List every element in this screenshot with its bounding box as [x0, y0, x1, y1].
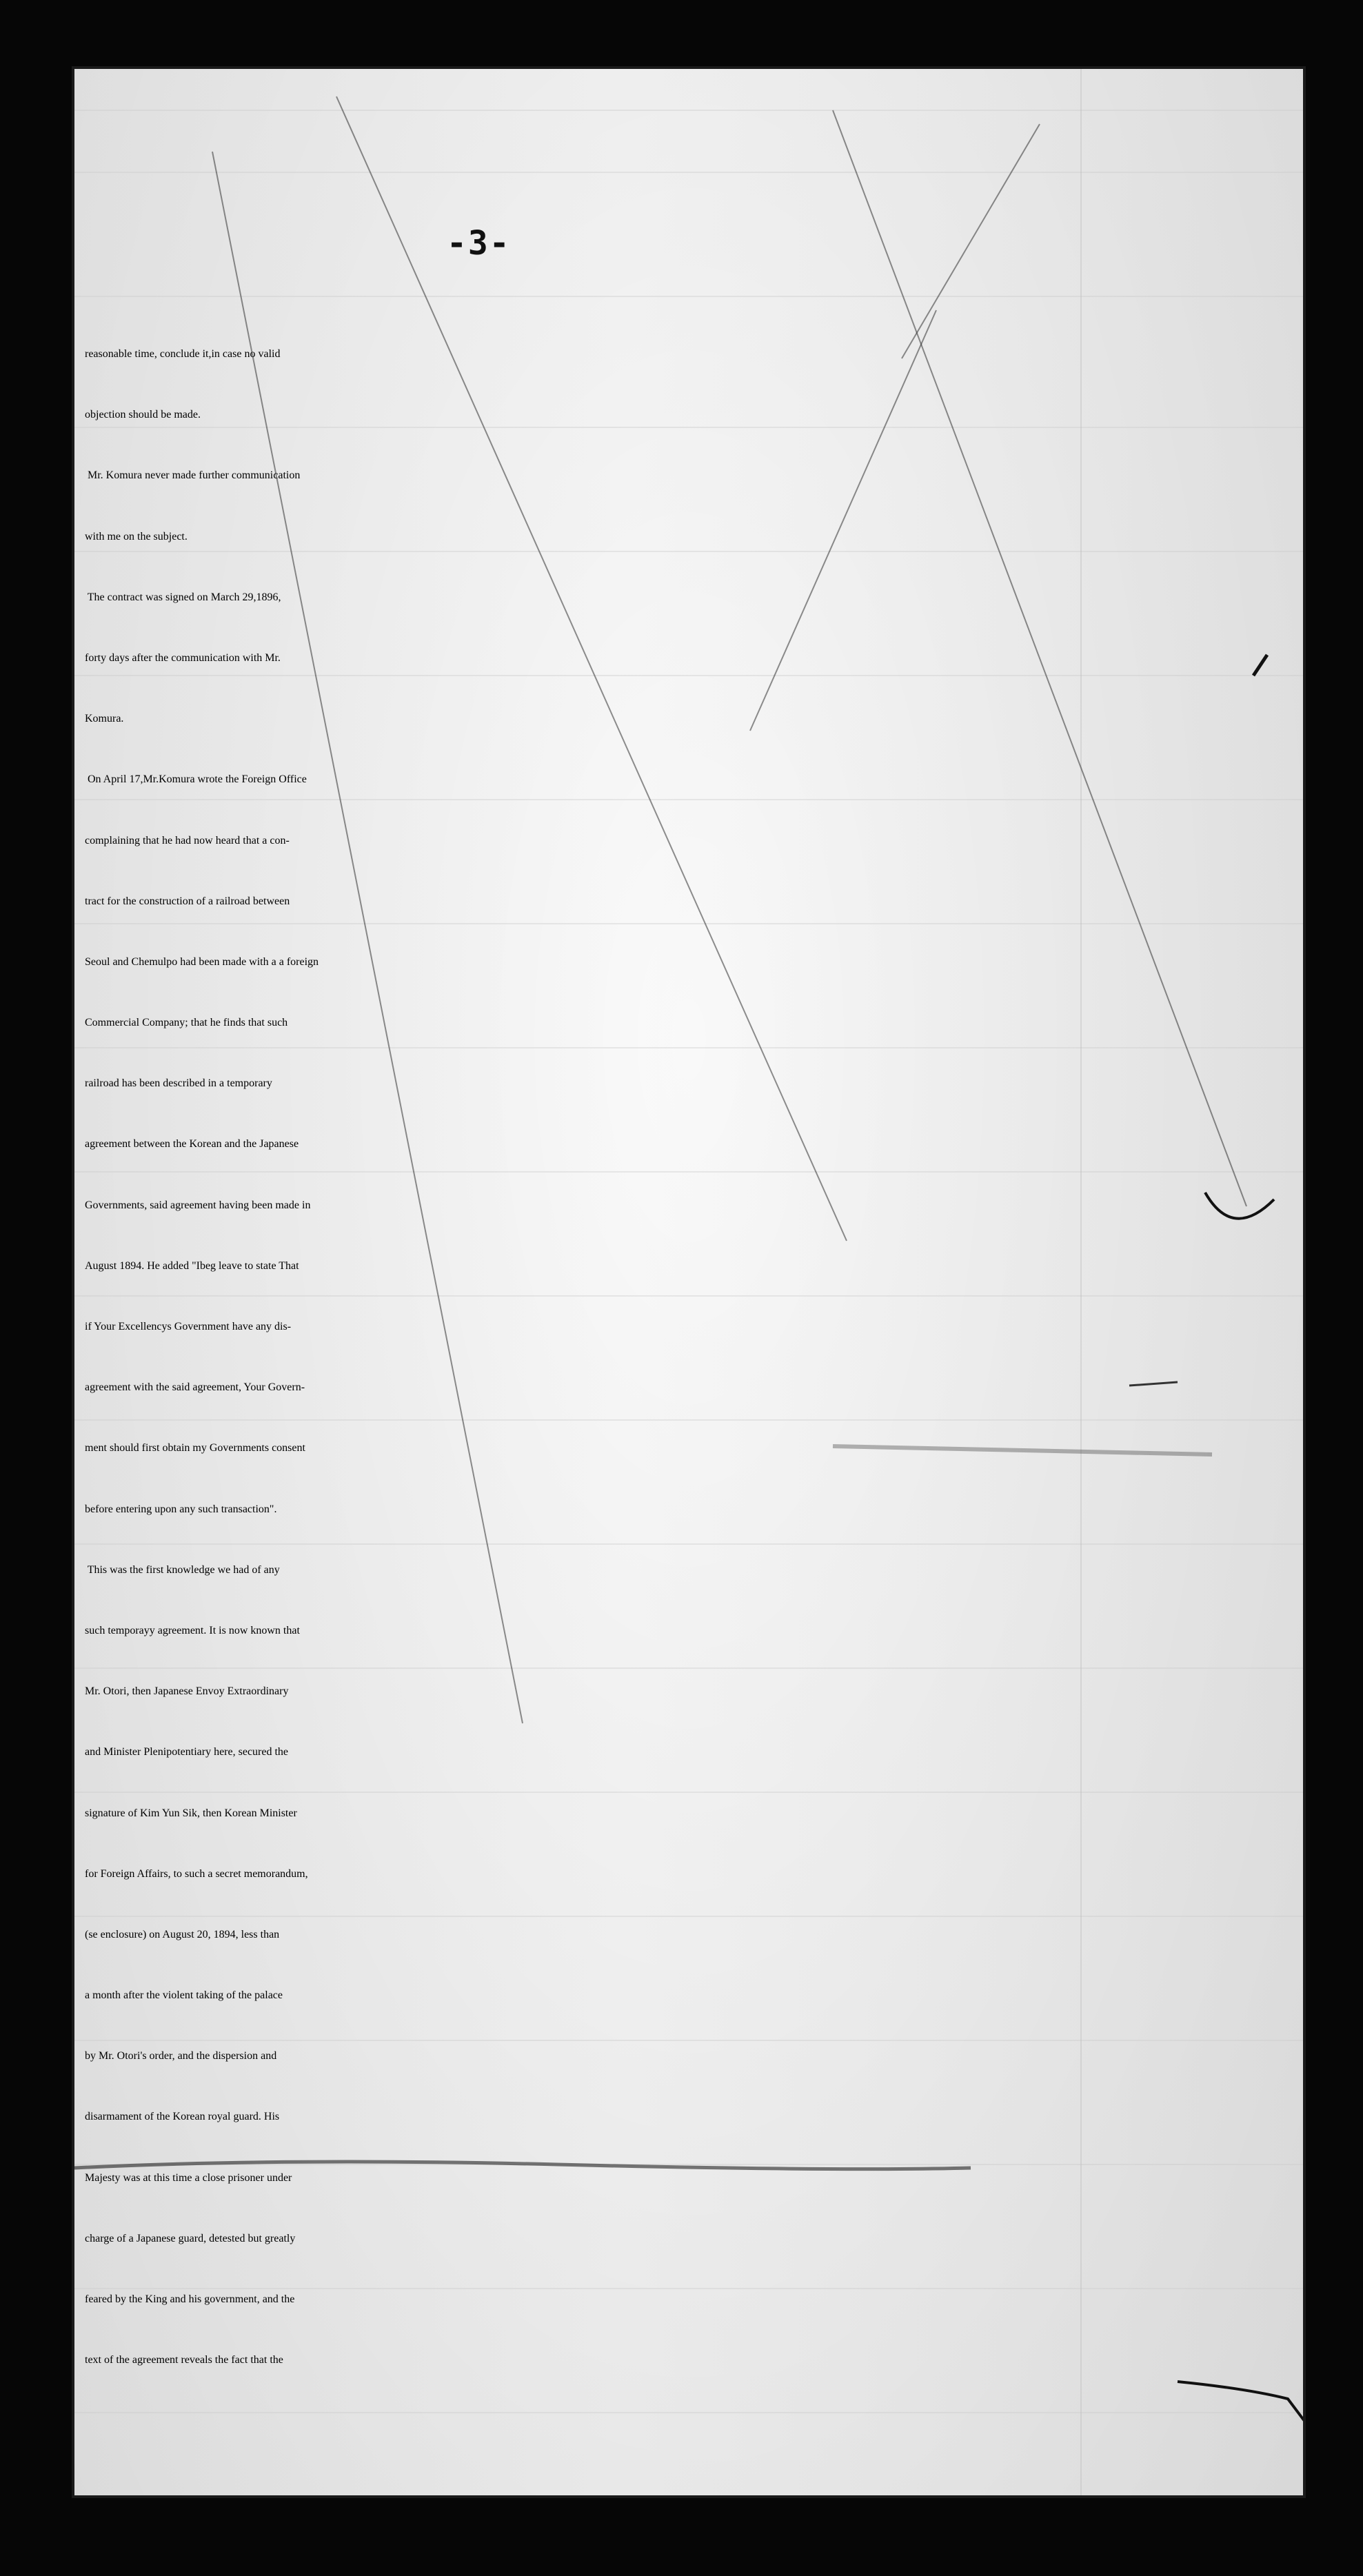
text-line: text of the agreement reveals the fact that the [85, 2354, 283, 2366]
text-line: before entering upon any such transaction". [85, 1503, 277, 1515]
text-line: forty days after the communication with Mr. [85, 651, 281, 664]
text-line: Mr. Otori, then Japanese Envoy Extraordinary [85, 1685, 289, 1698]
text-line: (se enclosure) on August 20, 1894, less than [85, 1928, 280, 1940]
text-line: agreement with the said agreement, Your Govern- [85, 1381, 305, 1394]
text-line: and Minister Plenipotentiary here, secured the [85, 1746, 289, 1758]
text-line: The contract was signed on March 29,1896, [85, 591, 281, 603]
text-line: if Your Excellencys Government have any dis- [85, 1321, 292, 1332]
text-line: On April 17,Mr.Komura wrote the Foreign Office [85, 773, 307, 786]
text-line: reasonable time, conclude it,in case no valid [85, 348, 281, 360]
text-line: Majesty was at this time a close prisoner under [85, 2171, 292, 2184]
text-line: railroad has been described in a temporary [85, 1077, 272, 1090]
text-line: by Mr. Otori's order, and the dispersion and [85, 2050, 277, 2062]
text-line: Mr. Komura never made further communication [85, 469, 301, 482]
text-line: disarmament of the Korean royal guard. His [85, 2111, 280, 2123]
text-line: objection should be made. [85, 409, 201, 421]
text-line: charge of a Japanese guard, detested but greatly [85, 2232, 296, 2244]
text-line: ment should first obtain my Governments consent [85, 1442, 305, 1454]
text-line: Komura. [85, 713, 124, 725]
text-line: for Foreign Affairs, to such a secret memorandum, [85, 1867, 308, 1880]
text-line: Governments, said agreement having been made in [85, 1199, 311, 1211]
text-line: Seoul and Chemulpo had been made with a a foreign [85, 955, 319, 968]
text-line: August 1894. He added "Ibeg leave to state That [85, 1259, 299, 1272]
text-line: with me on the subject. [85, 530, 188, 542]
document-body [85, 324, 1078, 2391]
text-line: agreement between the Korean and the Japanese [85, 1138, 299, 1150]
text-line: feared by the King and his government, and the [85, 2293, 295, 2305]
text-line: signature of Kim Yun Sik, then Korean Minister [85, 1807, 297, 1819]
document-page [74, 69, 1303, 2495]
text-line: a month after the violent taking of the palace [85, 1989, 283, 2002]
text-line: complaining that he had now heard that a con- [85, 834, 290, 846]
text-line: tract for the construction of a railroad between [85, 895, 290, 907]
text-line: such temporayy agreement. It is now known that [85, 1624, 300, 1636]
text-line: Commercial Company; that he finds that such [85, 1017, 288, 1029]
page-number: -3- [447, 224, 511, 263]
text-line: This was the first knowledge we had of any [85, 1563, 280, 1576]
